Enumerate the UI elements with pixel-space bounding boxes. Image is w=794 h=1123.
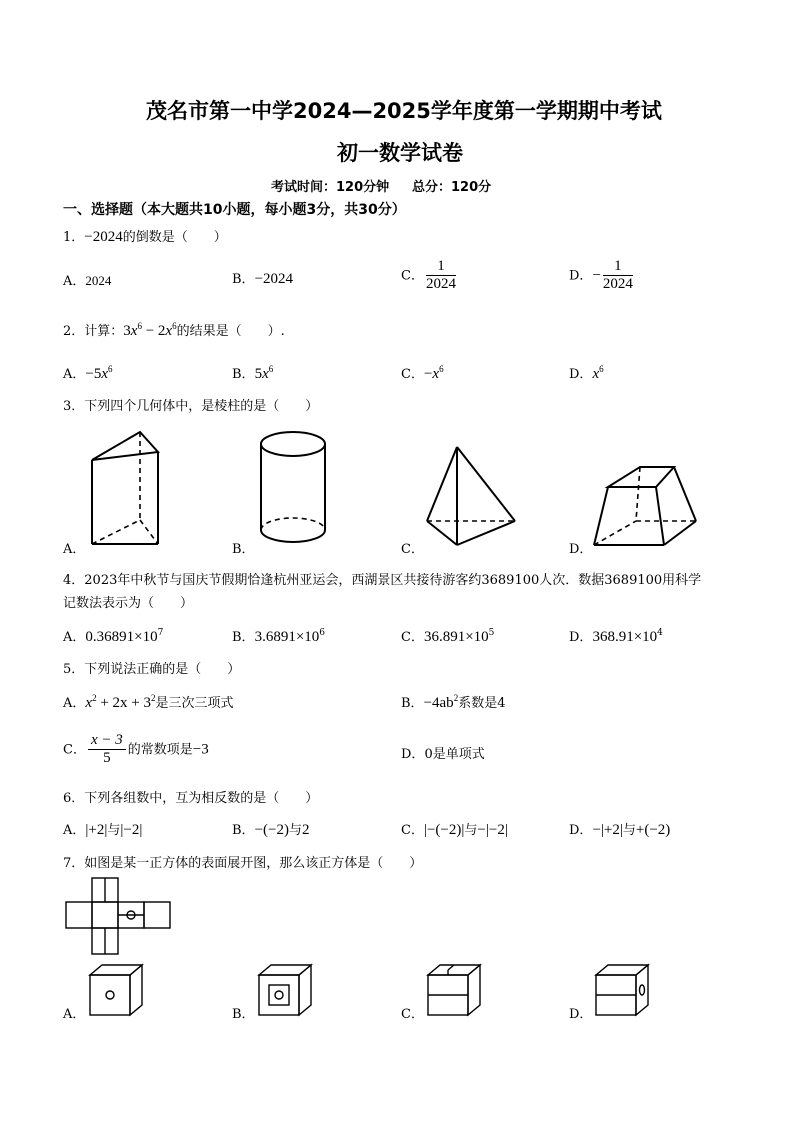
option-text: 系数是4 xyxy=(458,696,506,711)
option-label: C． xyxy=(401,823,424,838)
q3-option-d[interactable]: D． xyxy=(569,542,593,557)
pyramid-figure xyxy=(423,445,523,545)
option-label: C． xyxy=(401,367,424,382)
option-var: x xyxy=(432,366,440,382)
q2-text: 的结果是（ ）. xyxy=(176,324,285,339)
q2-exp1: 6 xyxy=(137,321,142,331)
exam-time: 考试时间：120分钟 xyxy=(271,180,390,195)
q1-option-d[interactable] xyxy=(569,258,635,294)
q2-option-c[interactable] xyxy=(401,363,444,383)
option-var: x xyxy=(85,695,93,711)
q1-math: −2024 xyxy=(84,229,123,245)
q1-text: 的倒数是（ ） xyxy=(122,230,227,245)
q1-option-c[interactable] xyxy=(401,258,458,294)
option-var: x xyxy=(262,366,269,382)
option-with: 与 xyxy=(464,823,478,838)
option-label: A． xyxy=(63,274,86,289)
option-label: D． xyxy=(569,367,593,382)
option-value: 2024 xyxy=(85,273,112,288)
q2-minus: − 2 xyxy=(141,323,166,339)
q4-option-a[interactable] xyxy=(63,626,163,646)
exam-score: 总分：120分 xyxy=(412,180,492,195)
option-label: D． xyxy=(401,747,425,762)
q3-option-b[interactable]: B． xyxy=(232,542,255,557)
q7-option-c[interactable]: C． xyxy=(401,1007,424,1022)
q3-option-c[interactable]: C． xyxy=(401,542,424,557)
option-label: A． xyxy=(63,696,86,711)
option-text: 的常数项是 xyxy=(127,742,193,758)
q2-prefix: 2．计算： xyxy=(63,324,124,339)
option-left: |−(−2)| xyxy=(423,822,465,838)
option-coef: 5 xyxy=(254,366,263,382)
option-left: −(−2) xyxy=(254,822,289,838)
option-label: B． xyxy=(401,696,424,711)
q1-option-a[interactable] xyxy=(63,270,111,289)
option-label: D． xyxy=(569,630,593,645)
option-label: B． xyxy=(232,823,255,838)
q7-option-b[interactable]: B． xyxy=(232,1007,255,1022)
q1-option-b[interactable] xyxy=(232,268,293,288)
option-right: −|−2| xyxy=(477,822,508,838)
option-label: C． xyxy=(401,630,424,645)
q2-option-a[interactable] xyxy=(63,363,113,383)
option-exp: 6 xyxy=(319,628,326,638)
option-label: D． xyxy=(569,823,593,838)
cube-a-figure xyxy=(88,963,148,1023)
option-label: B． xyxy=(232,367,255,382)
question-5-stem: 5．下列说法正确的是（ ） xyxy=(63,662,241,677)
frustum-figure xyxy=(592,465,702,550)
option-left: |+2| xyxy=(85,822,108,838)
option-coef: − xyxy=(423,366,433,382)
option-value: −2024 xyxy=(254,271,294,287)
option-right: |−2| xyxy=(120,822,143,838)
option-label: B． xyxy=(232,630,255,645)
option-text: 是三次三项式 xyxy=(155,696,234,711)
exam-subtitle: 初一数学试卷 xyxy=(337,141,463,165)
option-exp: 4 xyxy=(657,628,663,638)
question-4-line2: 记数法表示为（ ） xyxy=(63,596,194,611)
fraction-denominator: 2024 xyxy=(602,276,633,293)
question-2-stem xyxy=(63,320,285,340)
option-exp: 6 xyxy=(439,364,444,374)
option-value: −3 xyxy=(192,741,209,758)
section-heading: 一、选择题（本大题共10小题，每小题3分，共30分） xyxy=(63,202,406,218)
option-label: A． xyxy=(63,823,86,838)
q5-option-b[interactable] xyxy=(401,692,505,712)
cube-d-figure xyxy=(594,963,654,1023)
q4-option-d[interactable] xyxy=(569,626,663,646)
option-var: x xyxy=(592,366,600,382)
option-exp: 2 xyxy=(453,693,459,703)
option-text: 0是单项式 xyxy=(424,747,485,762)
q2-exp2: 6 xyxy=(172,321,177,331)
option-with: 与 xyxy=(107,823,121,838)
q2-coef1: 3 xyxy=(123,323,131,339)
cylinder-figure xyxy=(255,426,335,546)
option-coef: −4ab xyxy=(423,695,454,711)
fraction-numerator: x − 3 xyxy=(88,732,126,750)
option-with: 与 xyxy=(288,823,302,838)
question-3-stem: 3．下列四个几何体中，是棱柱的是（ ） xyxy=(63,399,319,414)
q2-option-d[interactable] xyxy=(569,363,604,383)
option-label: B． xyxy=(232,272,255,287)
option-var: x xyxy=(101,366,109,382)
fraction-denominator: 2024 xyxy=(425,276,456,293)
cube-b-figure xyxy=(257,963,317,1023)
option-exp: 5 xyxy=(488,628,495,638)
option-exp2: 2 xyxy=(150,693,156,703)
fraction-numerator: 1 xyxy=(603,258,633,276)
option-label: A． xyxy=(63,630,86,645)
q7-option-d[interactable]: D． xyxy=(569,1007,593,1022)
q7-option-a[interactable]: A． xyxy=(63,1007,86,1022)
question-6-stem: 6．下列各组数中，互为相反数的是（ ） xyxy=(63,791,319,806)
q2-var1: x xyxy=(130,323,138,339)
cube-net-figure xyxy=(66,878,176,958)
option-exp: 6 xyxy=(268,364,274,374)
q6-option-a[interactable] xyxy=(63,819,142,839)
option-exp: 6 xyxy=(108,364,113,374)
exam-title: 茂名市第一中学2024—2025学年度第一学期期中考试 xyxy=(146,99,662,123)
option-mantissa: 368.91×10 xyxy=(592,629,658,645)
option-exp1: 2 xyxy=(92,693,97,703)
q1-number: 1． xyxy=(63,230,85,245)
option-mantissa: 3.6891×10 xyxy=(254,629,320,645)
fraction-denominator: 5 xyxy=(103,750,111,767)
q4-option-b[interactable] xyxy=(232,626,325,646)
q2-var2: x xyxy=(165,323,173,339)
option-mantissa: 0.36891×10 xyxy=(85,629,158,645)
option-label: C． xyxy=(63,742,86,758)
option-exp: 6 xyxy=(599,364,604,374)
fraction-numerator: 1 xyxy=(426,258,456,276)
triangular-prism-figure xyxy=(85,428,175,548)
cube-c-figure xyxy=(426,963,486,1023)
option-right: 2 xyxy=(302,822,310,838)
option-right: +(−2) xyxy=(635,822,671,838)
question-1-stem xyxy=(63,226,227,246)
option-label: D． xyxy=(569,268,593,284)
q6-option-b[interactable] xyxy=(232,819,310,839)
q5-option-d[interactable] xyxy=(401,743,485,762)
option-mantissa: 36.891×10 xyxy=(423,629,489,645)
question-4-line1: 4．2023年中秋节与国庆节假期恰逢杭州亚运会，西湖景区共接待游客约3689100人次．数据3689100用科学 xyxy=(63,573,702,588)
option-mid: + 2x + 3 xyxy=(96,695,151,711)
q5-option-a[interactable] xyxy=(63,692,234,712)
option-coef: −5 xyxy=(85,366,102,382)
option-label: C． xyxy=(401,268,424,284)
q4-option-c[interactable] xyxy=(401,626,494,646)
option-left: −|+2| xyxy=(592,822,623,838)
fraction-sign: − xyxy=(592,267,601,284)
q6-option-c[interactable] xyxy=(401,819,508,839)
q3-option-a[interactable]: A． xyxy=(63,542,86,557)
q5-option-c[interactable] xyxy=(63,732,209,768)
question-7-stem: 7．如图是某一正方体的表面展开图，那么该正方体是（ ） xyxy=(63,856,423,871)
q2-option-b[interactable] xyxy=(232,363,273,383)
option-with: 与 xyxy=(622,823,636,838)
option-label: A． xyxy=(63,367,86,382)
option-exp: 7 xyxy=(157,628,164,638)
q6-option-d[interactable] xyxy=(569,819,670,839)
